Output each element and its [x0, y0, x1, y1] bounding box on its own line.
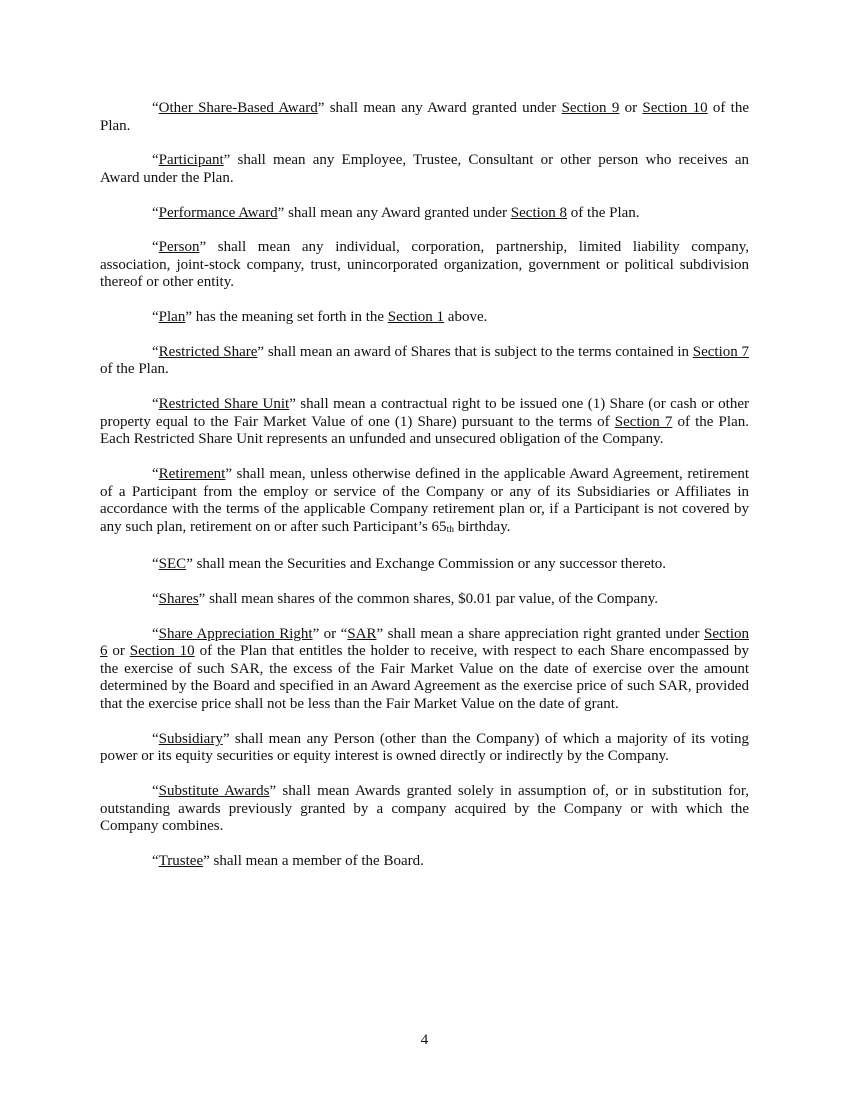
defined-term: Restricted Share [158, 343, 258, 360]
definition-share-appreciation-right: “Share Appreciation Right” or “SAR” shall mean a share appreciation right granted under Section 6 or Section 10 of the Plan that entitles the holder to receive, with respect to each Share encompassed by the exercise of such SAR, the excess of the Fair Market Value on the date of exercise over the amount determined by the Board and specified in an Award Agreement as the exercise price of such SAR, provided that the exercise price shall not be less than the Fair Market Value on the date of grant. [100, 625, 749, 712]
defined-term: Subsidiary [158, 730, 223, 747]
definition-other-share-based-award: “Other Share-Based Award” shall mean any Award granted under Section 9 or Section 10 of the Plan. [100, 100, 750, 134]
definition-trustee: “Trustee” shall mean a member of the Board. [152, 852, 424, 869]
defined-term: Share Appreciation Right [158, 625, 313, 642]
definition-plan: “Plan” has the meaning set forth in the Section 1 above. [152, 309, 488, 326]
definition-shares: “Shares” shall mean shares of the common shares, $0.01 par value, of the Company. [152, 591, 658, 608]
defined-term: Person [158, 239, 200, 256]
section-reference: Section 8 [510, 204, 568, 221]
defined-term: Substitute Awards [158, 783, 270, 800]
defined-term: SEC [158, 556, 187, 573]
ordinal-suffix: th [446, 524, 454, 535]
section-reference: Section 6 [100, 625, 749, 660]
definition-participant: “Participant” shall mean any Employee, Trustee, Consultant or other person who receives an Award under the Plan. [100, 152, 749, 186]
definition-sec: “SEC” shall mean the Securities and Exchange Commission or any successor thereto. [152, 556, 667, 573]
document-body [100, 100, 749, 888]
defined-term: Participant [158, 152, 224, 169]
section-reference: Section 9 [561, 100, 620, 116]
section-reference: Section 1 [387, 309, 445, 326]
definition-retirement: “Retirement” shall mean, unless otherwise defined in the applicable Award Agreement, retirement of a Participant from the employ or service of the Company or any of its Subsidiaries or Affiliates in accordance with the terms of the applicable Company retirement plan or, if a Participant is not covered by any such plan, retirement on or after such Participant’s 65th birthday. [100, 466, 749, 535]
defined-term: Other Share-Based Award [158, 100, 318, 116]
defined-term: Performance Award [158, 204, 278, 221]
defined-term: Restricted Share Unit [158, 396, 290, 413]
defined-term: Retirement [158, 466, 226, 483]
definition-person: “Person” shall mean any individual, corporation, partnership, limited liability company, association, joint-stock company, trust, unincorporated organization, government or political subdivision thereof or other entity. [100, 239, 749, 291]
defined-term: SAR [347, 625, 377, 642]
definition-performance-award: “Performance Award” shall mean any Award granted under Section 8 of the Plan. [152, 204, 640, 221]
definition-restricted-share: “Restricted Share” shall mean an award of Shares that is subject to the terms contained in Section 7 of the Plan. [100, 343, 749, 378]
defined-term: Trustee [158, 852, 204, 869]
page-number: 4 [420, 1032, 429, 1048]
definition-subsidiary: “Subsidiary” shall mean any Person (other than the Company) of which a majority of its voting power or its equity securities or equity interest is owned directly or indirectly by the Company. [100, 730, 749, 765]
section-reference: Section 10 [129, 643, 195, 660]
section-reference: Section 7 [614, 413, 673, 430]
section-reference: Section 10 [642, 100, 708, 116]
definition-restricted-share-unit: “Restricted Share Unit” shall mean a contractual right to be issued one (1) Share (or cash or other property equal to the Fair Market Value of one (1) Share) pursuant to the terms of Section 7 of the Plan. Each Restricted Share Unit represents an unfunded and unsecured obligation of the Company. [100, 396, 750, 448]
defined-term: Plan [158, 309, 186, 326]
section-reference: Section 7 [692, 343, 749, 360]
defined-term: Shares [158, 591, 199, 608]
definition-substitute-awards: “Substitute Awards” shall mean Awards granted solely in assumption of, or in substitution for, outstanding awards previously granted by a company acquired by the Company or with which the Company combines. [100, 783, 749, 835]
